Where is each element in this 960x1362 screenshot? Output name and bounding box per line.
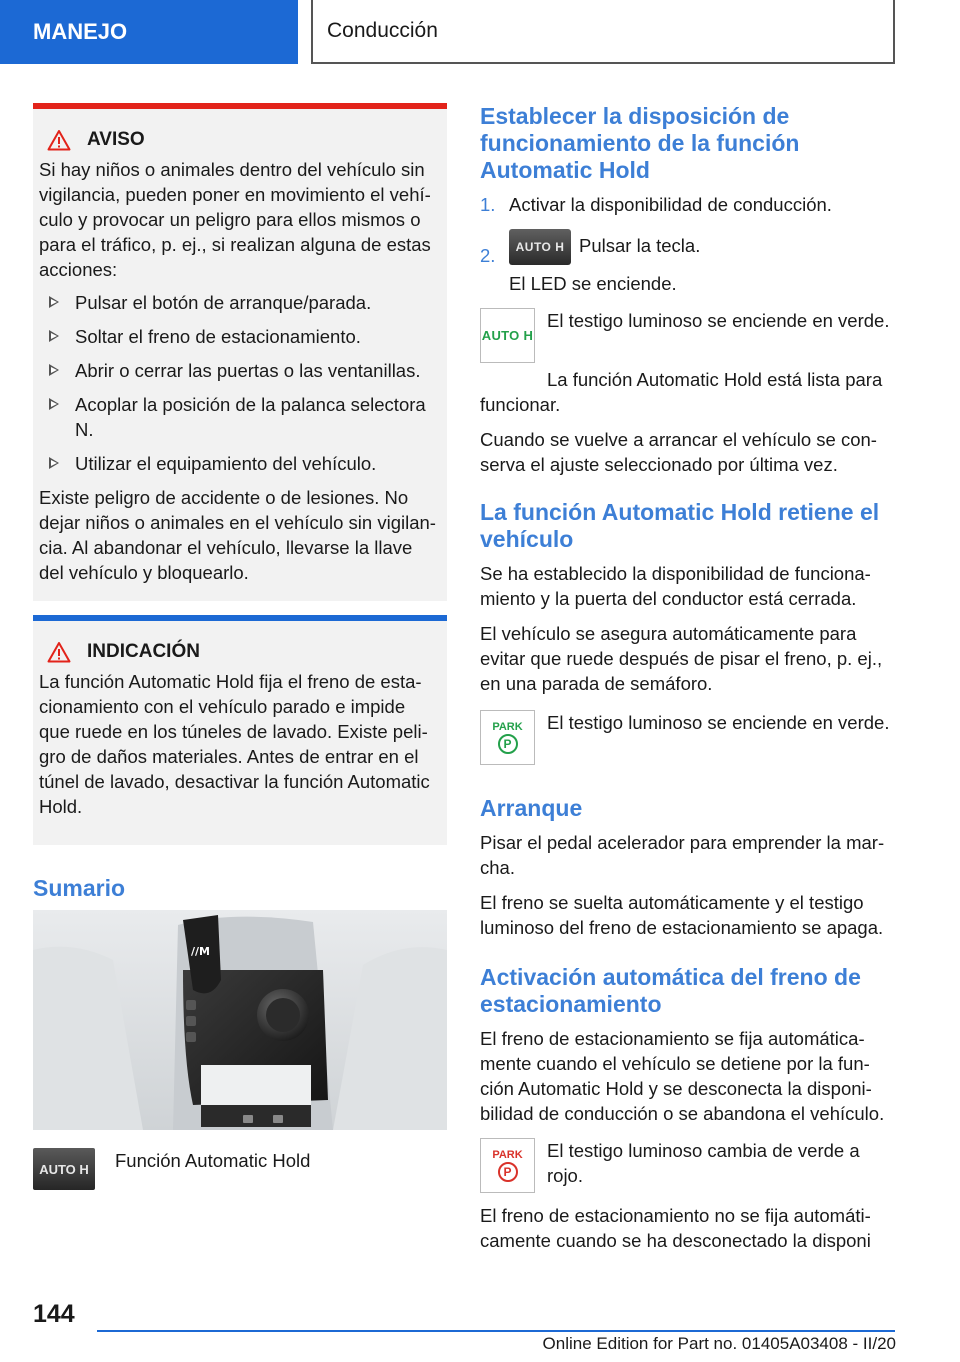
arranque-heading: Arranque	[480, 795, 583, 821]
warning-title	[39, 129, 439, 151]
park-red-indicator-row	[480, 1138, 896, 1193]
note-box	[33, 615, 447, 845]
led-text: El LED se enciende.	[509, 273, 677, 294]
sumario-caption-row	[33, 1148, 447, 1190]
page-number: 144	[33, 1300, 75, 1328]
header-chapter-tab	[311, 0, 895, 64]
bullet-triangle-icon	[49, 457, 59, 469]
list-item	[480, 227, 896, 265]
indicator-label: AUTO H	[481, 328, 534, 343]
list-item	[39, 451, 439, 476]
auto-h-indicator-icon	[480, 308, 535, 363]
indicator-line: El testigo luminoso se enciende en verde.	[547, 310, 890, 331]
retiene-p2: El vehículo se asegura automáticamente para evitar que ruede después de pisar el freno, p. ej., en una parada de semáforo.	[480, 623, 883, 694]
indicator-line-2: La función Automatic Hold está lista para funcionar.	[480, 369, 883, 415]
note-title	[39, 641, 439, 663]
establecer-heading: Establecer la disposición de funcionamiento de la función Automatic Hold	[480, 103, 800, 183]
header-section-label: MANEJO	[33, 19, 128, 44]
center-console-image	[33, 910, 447, 1130]
park-red-icon	[480, 1138, 535, 1193]
header-section-tab	[0, 0, 298, 64]
bullet-triangle-icon	[49, 330, 59, 342]
note-text: La función Automatic Hold fija el freno de estacionamiento con el vehículo parado e impide que ruede en los túneles de lavado. Existe peligro de daños materiales. Antes de entrar en el túnel de lavado, desactivar la función Automatic Hold.	[39, 671, 430, 817]
indicator-continuation	[480, 367, 896, 417]
park-green-indicator-row	[480, 710, 896, 765]
bullet-triangle-icon	[49, 364, 59, 376]
bullet-triangle-icon	[49, 296, 59, 308]
right-column	[480, 103, 896, 1263]
list-item-text: Pulsar el botón de arranque/parada.	[75, 292, 372, 313]
park-p-symbol: P	[498, 1162, 518, 1182]
list-item	[39, 290, 439, 315]
list-item	[39, 324, 439, 349]
header-chapter-label: Conducción	[327, 19, 438, 42]
activacion-p2: El freno de estacionamiento no se fija automáticamente cuando se ha desconectado la disponi	[480, 1205, 871, 1251]
arranque-p2: El freno se suelta automáticamente y el testigo luminoso del freno de estacionamiento se apaga.	[480, 892, 884, 938]
step-number: 1.	[480, 194, 496, 215]
indicator-line: El testigo luminoso se enciende en verde.	[547, 712, 890, 733]
step-text: Pulsar la tecla.	[579, 234, 701, 256]
establecer-steps	[480, 192, 896, 265]
note-title-text: INDICACIÓN	[87, 641, 200, 662]
list-item	[39, 358, 439, 383]
auto-h-indicator-row	[480, 308, 896, 363]
retiene-heading: La función Automatic Hold retiene el vehículo	[480, 499, 880, 552]
indicator-text	[547, 710, 889, 735]
footer-divider	[97, 1330, 895, 1332]
gear-selector-photo	[33, 910, 447, 1130]
list-item-text: Abrir o cerrar las puertas o las ventanillas.	[75, 360, 421, 381]
step-text: Activar la disponibilidad de conducción.	[509, 194, 832, 215]
auto-h-key-label: AUTO H	[39, 1161, 89, 1177]
warning-triangle-icon	[47, 641, 71, 663]
indicator-line: El testigo luminoso cambia de verde a rojo.	[547, 1140, 860, 1186]
warning-intro: Si hay niños o animales dentro del vehículo sin vigilancia, pueden poner en movimiento el vehículo y provocar un peligro para ellos mismos o para el tráfico, p. ej., si realizan alguna de estas acciones:	[39, 159, 431, 280]
warning-triangle-icon	[47, 129, 71, 151]
warning-title-text: AVISO	[87, 129, 145, 150]
activacion-p1: El freno de estacionamiento se fija automáticamente cuando el vehículo se detiene por la función Automatic Hold y se desconecta la disponibilidad de conducción o se abandona el vehículo.	[480, 1028, 885, 1124]
sumario-heading: Sumario	[33, 875, 126, 901]
svg-text://M: //M	[191, 945, 210, 958]
list-item	[480, 192, 896, 217]
left-column	[33, 103, 447, 1190]
list-item-text: Utilizar el equipamiento del vehículo.	[75, 453, 377, 474]
park-green-icon	[480, 710, 535, 765]
retiene-p1: Se ha establecido la disponibilidad de funcionamiento y la puerta del conductor está cerrada.	[480, 563, 871, 609]
warning-box	[33, 103, 447, 601]
auto-h-button-icon	[509, 229, 571, 265]
park-p-symbol: P	[498, 734, 518, 754]
warning-outro: Existe peligro de accidente o de lesiones. No dejar niños o animales en el vehículo sin vigilancia. Al abandonar el vehículo, llevarse la llave del vehículo y bloquearlo.	[39, 487, 436, 583]
establecer-para: Cuando se vuelve a arrancar el vehículo se conserva el ajuste seleccionado por última vez.	[480, 429, 877, 475]
step-number: 2.	[480, 245, 496, 266]
auto-h-key-label: AUTO H	[515, 240, 565, 254]
list-item-text: Soltar el freno de estacionamiento.	[75, 326, 361, 347]
arranque-p1: Pisar el pedal acelerador para emprender la marcha.	[480, 832, 885, 878]
park-label: PARK	[492, 1149, 523, 1161]
indicator-text	[547, 1138, 896, 1188]
list-item-text: Acoplar la posición de la palanca selectora N.	[75, 394, 426, 440]
indicator-text	[547, 308, 889, 333]
bullet-triangle-icon	[49, 398, 59, 410]
footer-edition: Online Edition for Part no. 01405A03408 - II/20	[542, 1334, 896, 1353]
park-label: PARK	[492, 721, 523, 733]
auto-h-button-icon	[33, 1148, 95, 1190]
warning-list	[39, 290, 439, 476]
list-item	[39, 392, 439, 442]
sumario-caption: Función Automatic Hold	[115, 1150, 311, 1171]
activacion-heading: Activación automática del freno de estacionamiento	[480, 964, 861, 1017]
